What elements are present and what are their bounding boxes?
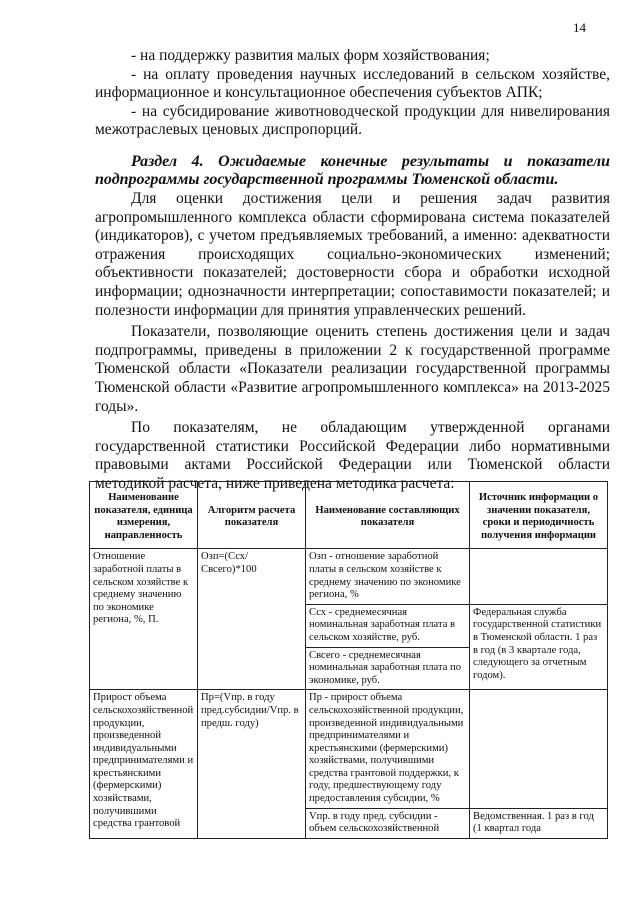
- intro-item: - на субсидирование животноводческой продукции для нивелирования межотраслевых ценовых диспропорций.: [95, 102, 610, 139]
- source-cell: [470, 690, 608, 808]
- column-header: Алгоритм расчета показателя: [198, 482, 306, 549]
- intro-item: - на оплату проведения научных исследований в сельском хозяйстве, информационное и консультационное обеспечения субъектов АПК;: [95, 65, 610, 102]
- column-header: Источник информации о значении показателя, сроки и периодичность получения информации: [470, 482, 608, 549]
- methodology-table: [89, 481, 608, 839]
- page-number: 14: [573, 20, 586, 35]
- source-cell: Ведомственная. 1 раз в год (1 квартал года: [470, 808, 608, 838]
- formula-cell: Пр=(Vпр. в году пред.субсидии/Vпр. в предш. году): [198, 690, 306, 839]
- section-heading: Раздел 4. Ожидаемые конечные результаты и показатели подпрограммы государственной программы Тюменской области.: [95, 153, 610, 188]
- component-cell: Свсего - среднемесячная номинальная заработная плата по экономике, руб.: [306, 647, 470, 690]
- indicator-cell: Прирост объема сельскохозяйственной продукции, произведенной индивидуальными предпринимателями и крестьянскими (фермерскими) хозяйствами, получившими средства грантовой: [90, 690, 198, 839]
- table-row: [90, 690, 608, 808]
- source-cell: Федеральная служба государственной статистики в Тюменской области. 1 раз в год (в 3 квартале года, следующего за отчетным годом).: [470, 604, 608, 690]
- component-cell: Ссх - среднемесячная номинальная заработная плата в сельском хозяйстве, руб.: [306, 604, 470, 647]
- paragraph: Показатели, позволяющие оценить степень достижения цели и задач подпрограммы, приведены в приложении 2 к государственной программе Тюменской области «Показатели реализации государственной программы Тюменской области «Развитие агропромышленного комплекса» на 2013-2025 годы».: [95, 323, 610, 415]
- paragraph: Для оценки достижения цели и решения задач развития агропромышленного комплекса области сформирована система показателей (индикаторов), с учетом предъявляемых требований, а именно: адекватности отражения происходящих социально-экономических изменений; объективности показателей; достоверности сбора и обработки исходной информации; однозначности интерпретации; сопоставимости показателей; и полезности информации для принятия управленческих решений.: [95, 190, 610, 319]
- formula-cell: Озп=(Ссх/Свсего)*100: [198, 549, 306, 690]
- component-cell: Пр - прирост объема сельскохозяйственной продукции, произведенной индивидуальными предпринимателями и крестьянскими (фермерскими) хозяйствами, получившими средства грантовой поддержки, к году, предшествующему году предоставления субсидии, %: [306, 690, 470, 808]
- section-heading-block: [95, 153, 610, 189]
- table-header-row: [90, 482, 608, 549]
- paragraph: По показателям, не обладающим утвержденной органами государственной статистики Российской Федерации либо нормативными правовыми актами Российской Федерации или Тюменской области методикой расчета, ниже приведена методика расчета:: [95, 419, 610, 492]
- body-text: [95, 190, 610, 494]
- component-cell: Vпр. в году пред. субсидии - объем сельскохозяйственной: [306, 808, 470, 838]
- intro-item: - на поддержку развития малых форм хозяйствования;: [131, 47, 490, 64]
- component-cell: Озп - отношение заработной платы в сельском хозяйстве к среднему значению по экономике региона, %: [306, 549, 470, 604]
- table-row: [90, 549, 608, 604]
- intro-list: [95, 47, 610, 140]
- column-header: Наименование составляющих показателя: [306, 482, 470, 549]
- indicator-cell: Отношение заработной платы в сельском хозяйстве к среднему значению по экономике региона, %, П.: [90, 549, 198, 690]
- source-cell: [470, 549, 608, 604]
- column-header: Наименование показателя, единица измерения, направленность: [90, 482, 198, 549]
